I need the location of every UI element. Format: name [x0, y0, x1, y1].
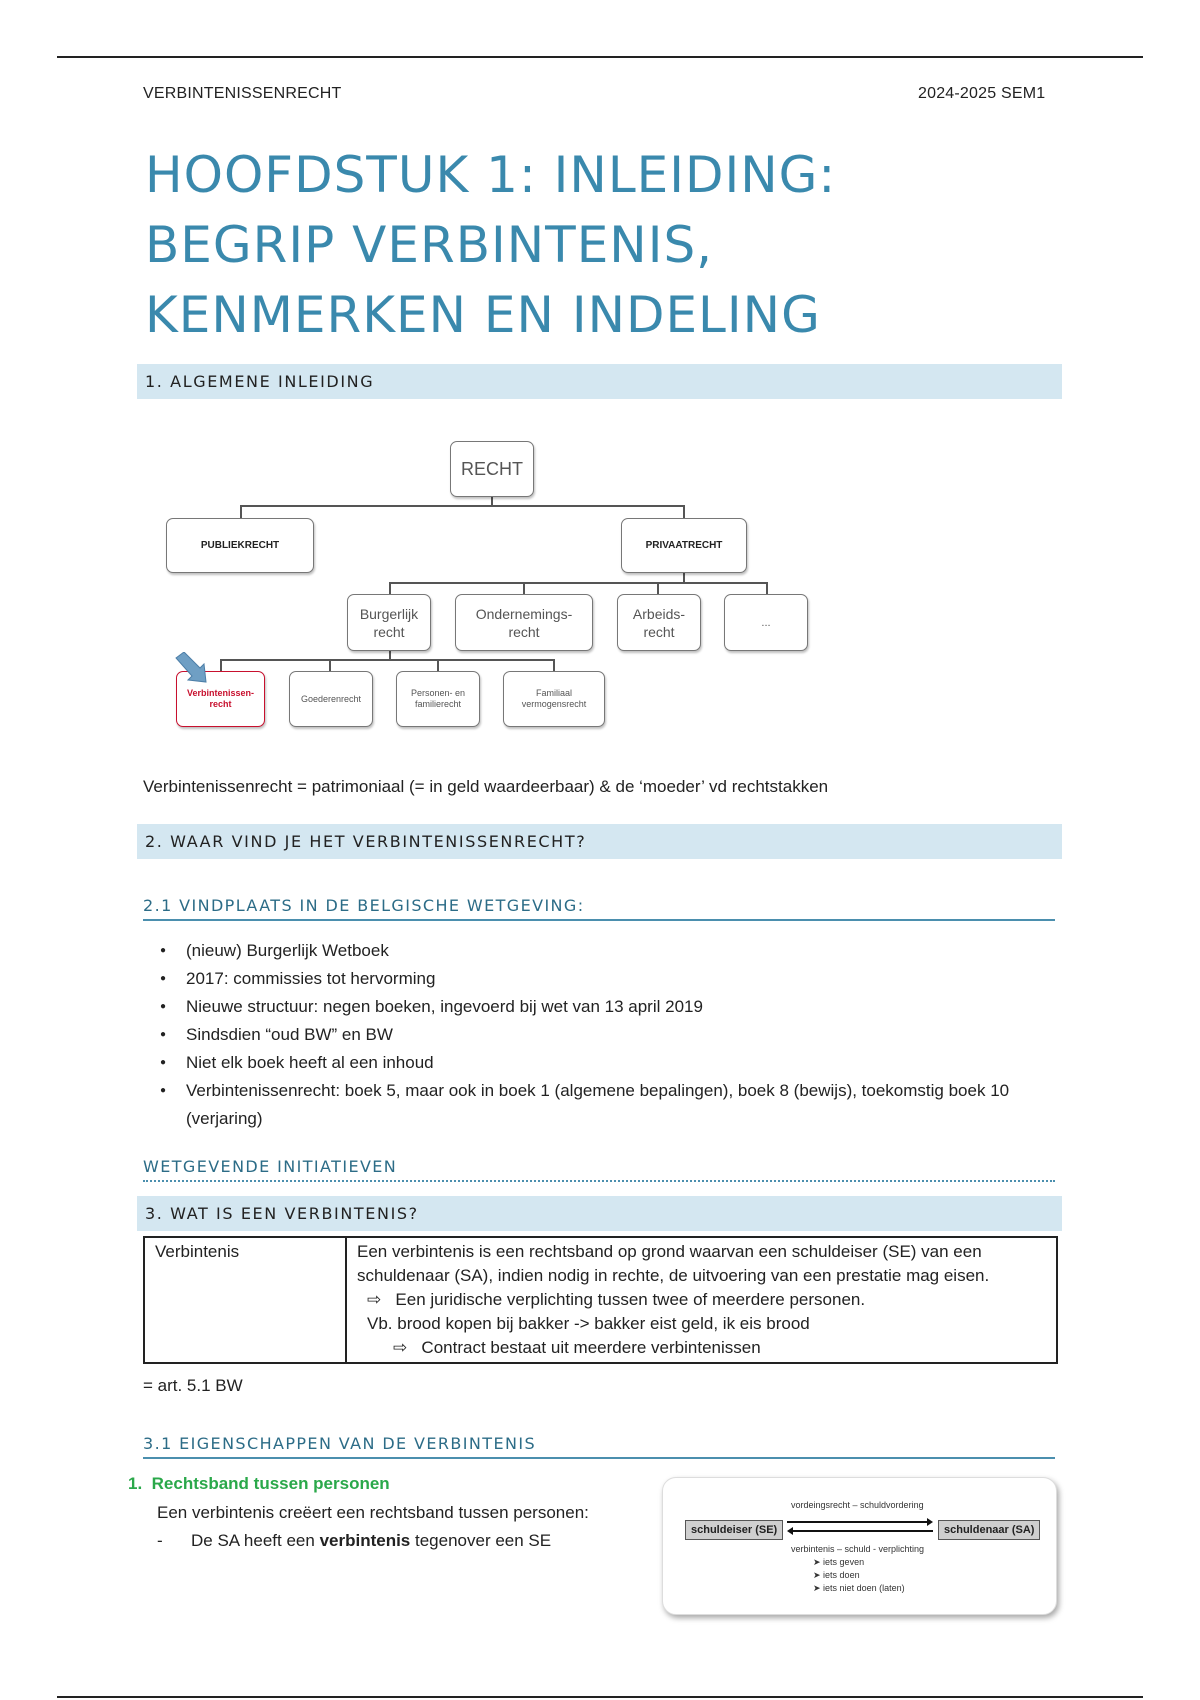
definition-arrow-2: Contract bestaat uit meerdere verbintenissen: [421, 1338, 761, 1357]
connector: [240, 505, 684, 507]
definition-table: [143, 1236, 1058, 1364]
list-item: ● Niet elk boek heeft al een inhoud: [160, 1049, 1060, 1077]
definition-arrow-1: Een juridische verplichting tussen twee of meerdere personen.: [395, 1290, 866, 1309]
connector: [389, 582, 767, 584]
arrow-right-icon: ⇨: [393, 1338, 408, 1357]
header-left: VERBINTENISSENRECHT: [143, 85, 342, 102]
section-1-title: 1. ALGEMENE INLEIDING: [145, 372, 375, 391]
section-2-title: 2. WAAR VIND JE HET VERBINTENISSENRECHT?: [145, 832, 587, 851]
figure-debtor-box: schuldenaar (SA): [938, 1520, 1040, 1540]
connector: [523, 582, 525, 594]
figure-item-3: ➤ iets niet doen (laten): [813, 1583, 905, 1593]
list-item: ● (nieuw) Burgerlijk Wetboek: [160, 937, 1060, 965]
figure-creditor-box: schuldeiser (SE): [685, 1520, 783, 1540]
list-item: ● Sindsdien “oud BW” en BW: [160, 1021, 1060, 1049]
arrow-right-icon: ⇨: [367, 1290, 382, 1309]
definition-arrow-line-1: [357, 1288, 1046, 1312]
node-recht: RECHT: [450, 441, 534, 497]
connector: [437, 659, 439, 671]
list-item: ● 2017: commissies tot hervorming: [160, 965, 1060, 993]
figure-item-2: ➤ iets doen: [813, 1570, 860, 1580]
connector: [220, 659, 222, 671]
title-line-2: BEGRIP VERBINTENIS,: [145, 216, 714, 274]
obligation-figure: [662, 1477, 1057, 1615]
connector: [329, 659, 331, 671]
property-1-dash-item: [157, 1529, 551, 1553]
dash-text-pre: De SA heeft een: [191, 1531, 320, 1550]
subsection-2-1-heading: 2.1 VINDPLAATS IN DE BELGISCHE WETGEVING:: [143, 896, 1055, 921]
connector: [683, 505, 685, 519]
list-item: ● Verbintenissenrecht: boek 5, maar ook in boek 1 (algemene bepalingen), boek 8 (bewijs), toekomstig boek 10 (verjaring): [160, 1077, 1060, 1133]
subsection-initiatives-heading: WETGEVENDE INITIATIEVEN: [143, 1157, 1055, 1182]
node-familiaal-vermogensrecht-label: Familiaal vermogensrecht: [521, 688, 587, 709]
node-personen-familierecht: [396, 671, 480, 727]
property-1-text: Een verbintenis creëert een rechtsband tussen personen:: [157, 1503, 589, 1522]
connector: [766, 582, 768, 594]
figure-top-label: vordeingsrecht – schuldvordering: [791, 1500, 924, 1510]
figure-item-1-text: iets geven: [823, 1557, 865, 1567]
bottom-rule: [57, 1696, 1143, 1698]
section-3-title: 3. WAT IS EEN VERBINTENIS?: [145, 1204, 419, 1223]
dash-marker: -: [157, 1531, 163, 1550]
node-burgerlijk-recht: [347, 594, 431, 651]
definition-body: [346, 1237, 1057, 1363]
connector: [240, 505, 242, 519]
node-ondernemingsrecht: [455, 594, 593, 651]
list-item: ● Nieuwe structuur: negen boeken, ingevoerd bij wet van 13 april 2019: [160, 993, 1060, 1021]
top-rule: [57, 56, 1143, 58]
figure-bottom-label: verbintenis – schuld - verplichting: [791, 1544, 925, 1554]
section-1-heading: [137, 364, 1062, 399]
node-ondernemingsrecht-label: Ondernemings-recht: [475, 605, 573, 640]
node-arbeidsrecht: [617, 594, 701, 651]
figure-item-1: ➤ iets geven: [813, 1557, 865, 1567]
definition-example: Vb. brood kopen bij bakker -> bakker eist geld, ik eis brood: [367, 1314, 810, 1333]
connector: [657, 582, 659, 594]
header-right: 2024-2025 SEM1: [918, 85, 1046, 102]
node-etc: ...: [724, 594, 808, 651]
legislation-list: [160, 937, 1060, 1133]
subsection-3-1-heading: 3.1 EIGENSCHAPPEN VAN DE VERBINTENIS: [143, 1434, 1055, 1459]
table-row: [144, 1237, 1057, 1363]
property-1-heading: [128, 1472, 390, 1496]
node-personen-familierecht-label: Personen- en familierecht: [410, 688, 466, 709]
definition-term: Verbintenis: [144, 1237, 346, 1363]
node-burgerlijk-recht-label: Burgerlijk recht: [359, 605, 419, 640]
figure-double-arrow-icon: [787, 1516, 933, 1538]
title-line-3: KENMERKEN EN INDELING: [145, 286, 821, 344]
node-goederenrecht: Goederenrecht: [289, 671, 373, 727]
connector: [683, 572, 685, 582]
connector: [553, 659, 555, 671]
intro-text: Verbintenissenrecht = patrimoniaal (= in geld waardeerbaar) & de ‘moeder’ vd rechtstakken: [143, 777, 829, 796]
node-arbeidsrecht-label: Arbeids-recht: [632, 605, 686, 640]
node-privaatrecht: PRIVAATRECHT: [621, 518, 747, 573]
node-familiaal-vermogensrecht: [503, 671, 605, 727]
property-1-title: Rechtsband tussen personen: [151, 1474, 390, 1493]
chapter-title: [145, 140, 836, 350]
figure-item-2-text: iets doen: [823, 1570, 860, 1580]
dash-text-bold: verbintenis: [319, 1531, 411, 1550]
definition-text: Een verbintenis is een rechtsband op grond waarvan een schuldeiser (SE) van een schuldenaar (SA), indien nodig in rechte, de uitvoering van een prestatie mag eisen.: [357, 1242, 990, 1285]
article-reference: = art. 5.1 BW: [143, 1376, 243, 1395]
dash-text-post: tegenover een SE: [410, 1531, 552, 1550]
figure-item-3-text: iets niet doen (laten): [823, 1583, 905, 1593]
node-publiekrecht: PUBLIEKRECHT: [166, 518, 314, 573]
definition-arrow-line-2: [357, 1336, 1046, 1360]
section-3-heading: [137, 1196, 1062, 1231]
title-line-1: HOOFDSTUK 1: INLEIDING:: [145, 146, 837, 204]
connector: [389, 582, 391, 594]
node-verbintenissenrecht-label: Verbintenissen-recht: [186, 688, 255, 709]
property-1-number: 1.: [128, 1474, 143, 1493]
pointer-arrow-icon: [174, 652, 210, 684]
section-2-heading: [137, 824, 1062, 859]
connector: [220, 659, 554, 661]
connector: [389, 650, 391, 659]
